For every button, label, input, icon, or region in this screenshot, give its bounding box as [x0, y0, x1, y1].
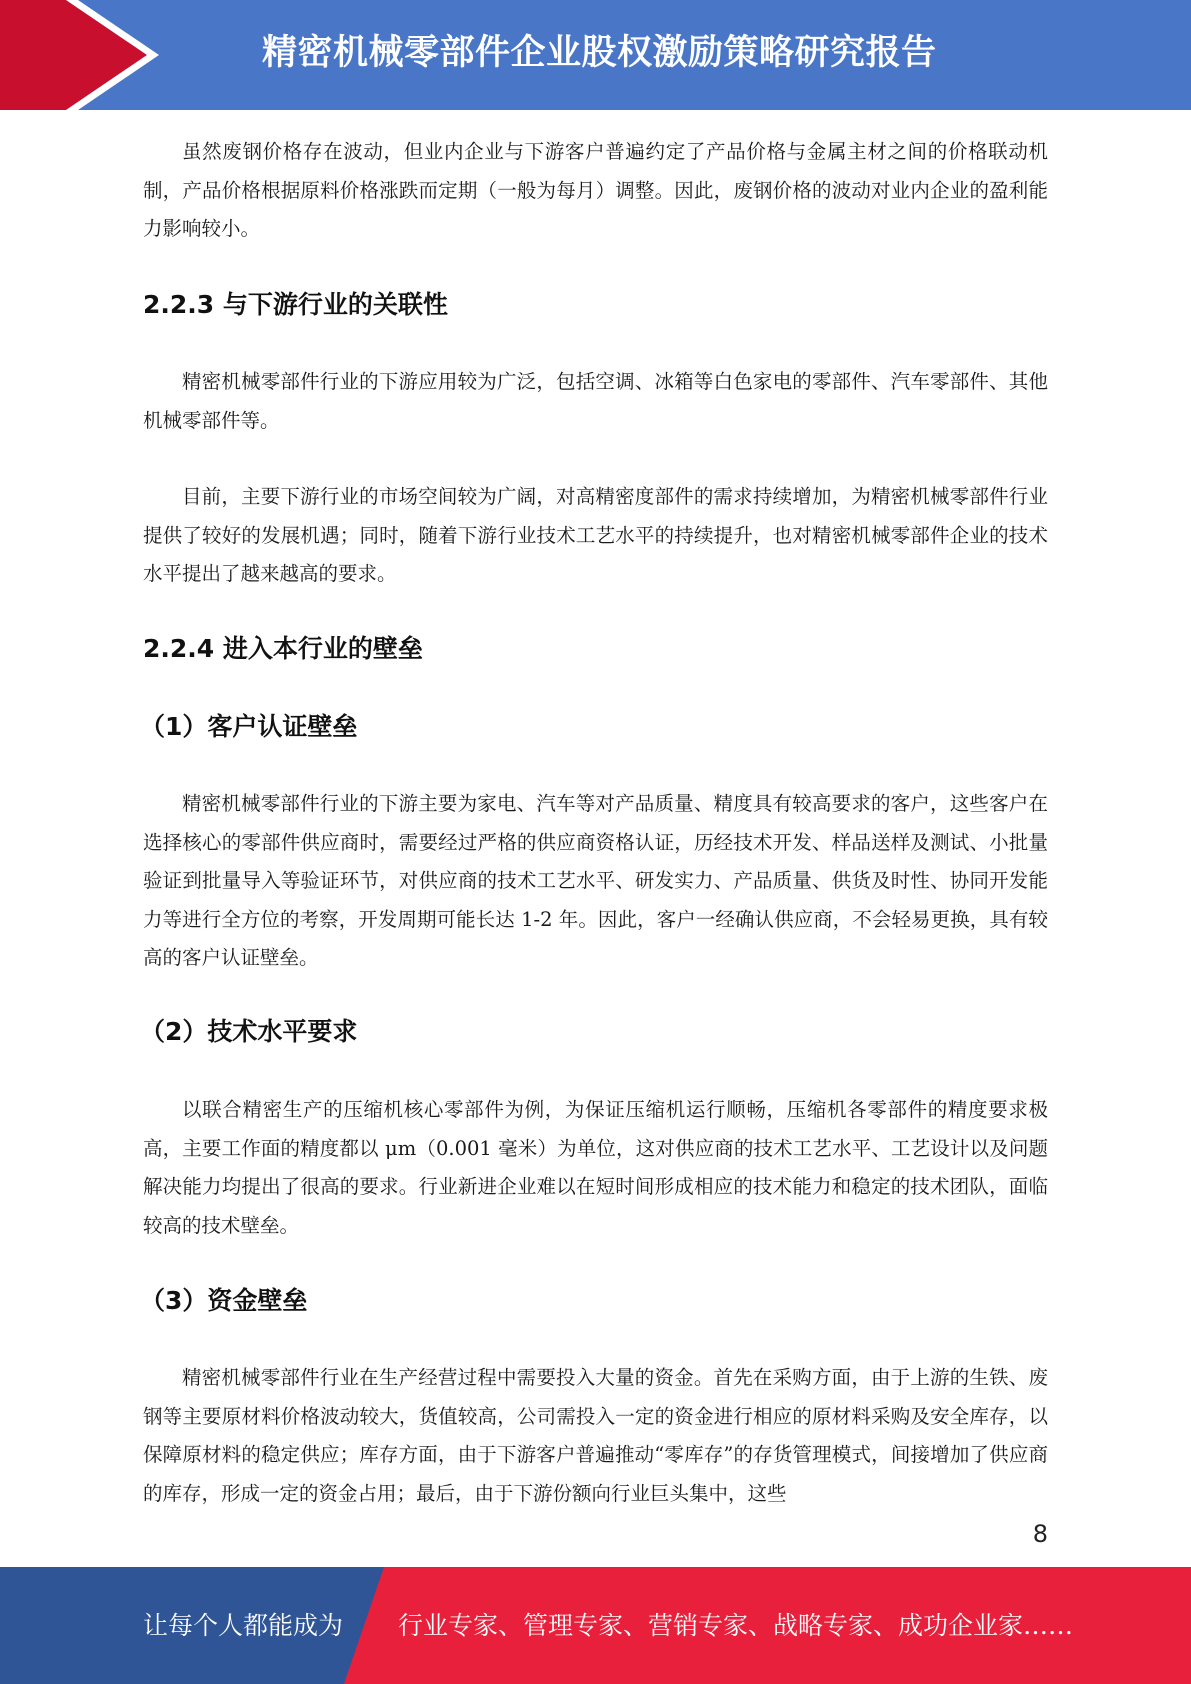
subheading-capital-barrier: （3）资金壁垒 [140, 1286, 308, 1315]
section-heading-2-2-4: 2.2.4 进入本行业的壁垒 [143, 634, 423, 663]
paragraph: 精密机械零部件行业在生产经营过程中需要投入大量的资金。首先在采购方面，由于上游的生铁、废钢等主要原材料价格波动较大，货值较高，公司需投入一定的资金进行相应的原材料采购及安全库存，以保障原材料的稳定供应；库存方面，由于下游客户普遍推动“零库存”的存货管理模式，间接增加了供应商的库存，形成一定的资金占用；最后，由于下游份额向行业巨头集中，这些 [143, 1366, 1048, 1505]
subheading-technical-requirements: （2）技术水平要求 [140, 1017, 358, 1046]
page-number: 8 [1032, 1520, 1048, 1548]
report-title: 精密机械零部件企业股权激励策略研究报告 [262, 33, 937, 73]
section-heading-2-2-3: 2.2.3 与下游行业的关联性 [143, 290, 448, 319]
subheading-customer-certification: （1）客户认证壁垒 [140, 712, 358, 741]
paragraph: 精密机械零部件行业的下游应用较为广泛，包括空调、冰箱等白色家电的零部件、汽车零部件、其他机械零部件等。 [143, 370, 1048, 432]
paragraph: 目前，主要下游行业的市场空间较为广阔，对高精密度部件的需求持续增加，为精密机械零部件行业提供了较好的发展机遇；同时，随着下游行业技术工艺水平的持续提升，也对精密机械零部件企业的技术水平提出了越来越高的要求。 [143, 485, 1048, 585]
header-banner [0, 0, 1191, 110]
paragraph: 精密机械零部件行业的下游主要为家电、汽车等对产品质量、精度具有较高要求的客户，这些客户在选择核心的零部件供应商时，需要经过严格的供应商资格认证，历经技术开发、样品送样及测试、小批量验证到批量导入等验证环节，对供应商的技术工艺水平、研发实力、产品质量、供货及时性、协同开发能力等进行全方位的考察，开发周期可能长达 1-2 年。因此，客户一经确认供应商，不会轻易更换，具有较高的客户认证壁垒。 [143, 792, 1048, 969]
paragraph: 以联合精密生产的压缩机核心零部件为例，为保证压缩机运行顺畅，压缩机各零部件的精度要求极高，主要工作面的精度都以 μm（0.001 毫米）为单位，这对供应商的技术工艺水平、工艺设计以及问题解决能力均提出了很高的要求。行业新进企业难以在短时间形成相应的技术能力和稳定的技术团队，面临较高的技术壁垒。 [143, 1098, 1048, 1237]
footer-slogan: 让每个人都能成为 [143, 1611, 344, 1640]
chevron-arrow-icon [0, 0, 160, 110]
paragraph: 虽然废钢价格存在波动，但业内企业与下游客户普遍约定了产品价格与金属主材之间的价格联动机制，产品价格根据原料价格涨跌而定期（一般为每月）调整。因此，废钢价格的波动对业内企业的盈利能力影响较小。 [143, 140, 1048, 240]
footer-tagline: 行业专家、管理专家、营销专家、战略专家、成功企业家…… [398, 1611, 1074, 1640]
footer-banner [0, 1567, 1191, 1684]
